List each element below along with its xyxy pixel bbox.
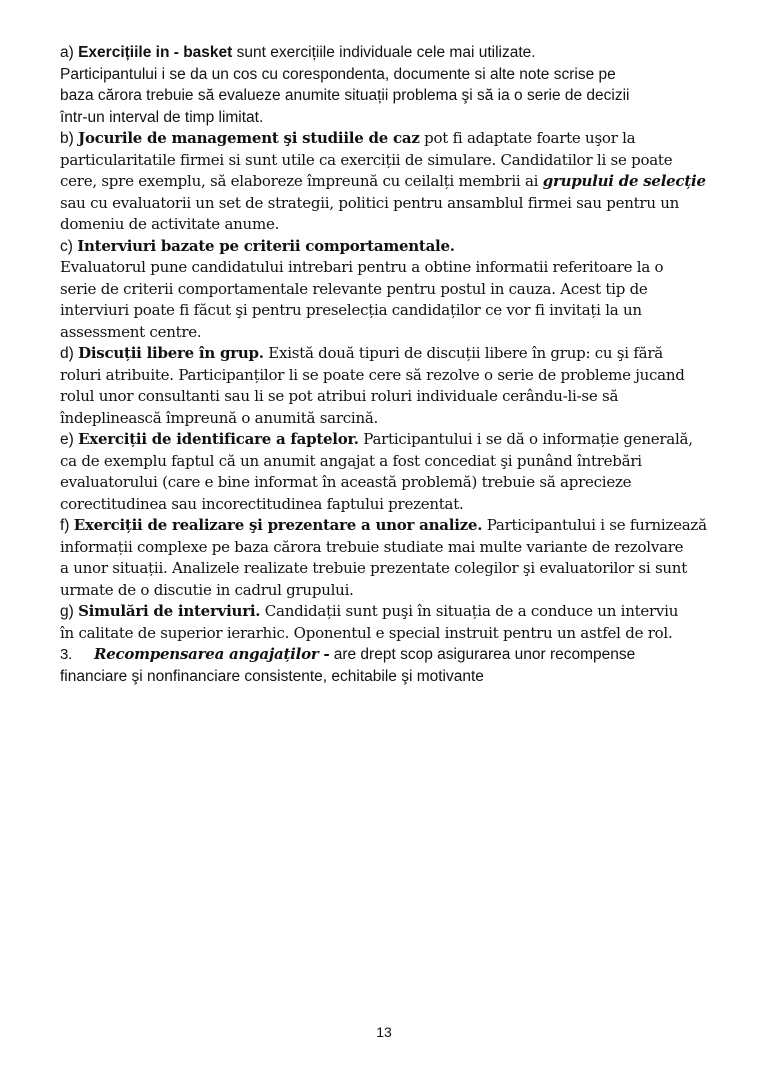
item-e-title: Exerciții de identificare a faptelor.	[78, 430, 359, 448]
item-g-label: g)	[60, 603, 79, 620]
item-e-line-4: corectitudinea sau incorectitudinea faptului prezentat.	[60, 494, 464, 513]
item-b-line-5: domeniu de activitate anume.	[60, 215, 280, 233]
item-d-line-1	[60, 343, 712, 365]
item-a-line-2: Participantului i se da un cos cu corespondenta, documente si alte note scrise pe	[60, 65, 616, 83]
item-a-line-3: baza cărora trebuie să evalueze anumite situații problema şi să ia o serie de decizii	[60, 87, 630, 104]
item-a-text: sunt exercițiile individuale cele mai utilizate.	[232, 44, 536, 61]
item-f-title: Exerciții de realizare şi prezentare a unor analize.	[73, 516, 483, 534]
item-e-line-2: ca de exemplu faptul că un anumit angajat a fost concediat şi punând întrebări	[60, 451, 642, 470]
item-d-title: Discuții libere în grup.	[78, 344, 264, 362]
item-c-line-5: assessment centre.	[60, 322, 202, 341]
item-e-text: Participantului i se dă o informație generală,	[358, 430, 693, 448]
item-b-label: b)	[60, 130, 79, 147]
item-g-title: Simulări de interviuri.	[78, 602, 261, 620]
section-3-line-2: financiare şi nonfinanciare consistente, echitabile şi motivante	[60, 667, 484, 685]
section-3-title: Recompensarea angajaților -	[94, 645, 330, 663]
item-c-title: Interviuri bazate pe criterii comportamentale.	[77, 236, 455, 255]
item-d-line-4: îndeplinească împreună o anumită sarcină.	[60, 408, 379, 427]
item-c-line-4: interviuri poate fi făcut şi pentru preselecția candidaților ce vor fi invitați la un	[60, 301, 642, 319]
item-d-line-3: rolul unor consultanti sau li se pot atribui roluri individuale cerându-li-se să	[60, 387, 619, 405]
section-3-line-1	[60, 644, 712, 666]
page-body	[60, 42, 712, 687]
item-e-label: e)	[60, 431, 79, 448]
item-f-line-2: informații complexe pe baza cărora trebuie studiate mai multe variante de rezolvare	[60, 537, 684, 556]
item-f-line-1	[60, 515, 712, 537]
item-b-title: Jocurile de management şi studiile de caz	[78, 129, 420, 147]
section-3-number: 3.	[60, 646, 73, 663]
item-g-line-1	[60, 601, 712, 623]
item-a-line-4: într-un interval de timp limitat.	[60, 108, 264, 126]
item-a-title: Exercițiile in - basket	[78, 44, 233, 61]
item-a-label: a)	[60, 44, 79, 61]
item-g-text: Candidații sunt puşi în situația de a conduce un interviu	[260, 602, 679, 620]
item-f-line-4: urmate de o discutie in cadrul grupului.	[60, 580, 354, 599]
item-f-label: f)	[60, 517, 74, 534]
page-number: 13	[376, 1024, 392, 1040]
item-f-text: Participantului i se furnizează	[482, 516, 707, 534]
item-c-line-1	[60, 236, 712, 258]
item-d-text: Există două tipuri de discuții libere în grup: cu şi fără	[263, 344, 663, 362]
item-e-line-3: evaluatorului (care e bine informat în această problemă) trebuie să aprecieze	[60, 473, 632, 491]
item-a-line-1	[60, 42, 712, 64]
item-c-label: c)	[60, 237, 78, 255]
item-f-line-3: a unor situații. Analizele realizate trebuie prezentate colegilor şi evaluatorilor si sunt	[60, 559, 687, 577]
item-b-line-3	[60, 171, 712, 193]
item-b-line-2: particularitatile firmei si sunt utile ca exerciții de simulare. Candidatilor li se poate	[60, 150, 673, 169]
item-b-text: cere, spre exemplu, să elaboreze împreună cu ceilalți membrii ai	[60, 172, 543, 190]
item-b-text: pot fi adaptate foarte uşor la	[419, 129, 636, 147]
section-3-text: are drept scop asigurarea unor recompense	[329, 646, 636, 663]
item-c-line-2: Evaluatorul pune candidatului intrebari pentru a obtine informatii referitoare la o	[60, 258, 664, 276]
item-c-line-3: serie de criterii comportamentale relevante pentru postul in cauza. Acest tip de	[60, 279, 648, 298]
item-g-line-2: în calitate de superior ierarhic. Oponentul e special instruit pentru un astfel de rol.	[60, 623, 673, 642]
item-b-emphasis: grupului de selecție	[542, 172, 706, 190]
item-d-label: d)	[60, 345, 79, 362]
item-b-line-1	[60, 128, 712, 150]
item-d-line-2: roluri atribuite. Participanților li se poate cere să rezolve o serie de probleme jucand	[60, 365, 685, 384]
item-e-line-1	[60, 429, 712, 451]
item-b-line-4: sau cu evaluatorii un set de strategii, politici pentru ansamblul firmei sau pentru un	[60, 193, 680, 212]
